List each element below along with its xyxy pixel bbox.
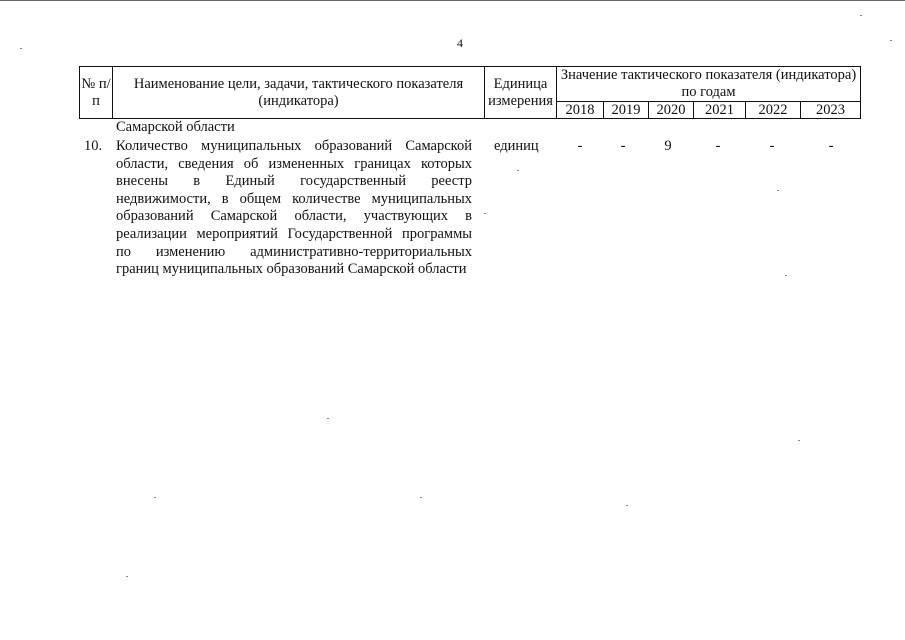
- row-value-2023: -: [828, 138, 834, 154]
- header-unit: Единица измерения: [485, 67, 557, 119]
- header-name: Наименование цели, задачи, тактического показателя (индикатора): [113, 67, 485, 119]
- header-value-group: Значение тактического показателя (индикатора) по годам: [557, 67, 861, 102]
- row-indicator-name: Количество муниципальных образований Самарской области, сведения об измененных границах которых внесены в Единый государственный реестр недвижимости, в общем количестве муниципальных образований Самарской области, участвующих в реализации мероприятий Государственной программы по изменению административно-территориальных границ муниципальных образований Самарской области: [116, 138, 472, 278]
- header-num: № п/п: [80, 67, 113, 119]
- row-number: 10.: [84, 138, 103, 154]
- scan-speck: [777, 190, 779, 191]
- scan-speck: [860, 15, 862, 16]
- continued-text: Самарской области: [116, 119, 235, 135]
- scan-speck: [890, 40, 892, 41]
- scan-speck: [327, 418, 329, 419]
- row-value-2021: -: [715, 138, 721, 154]
- header-year: 2018: [557, 102, 604, 119]
- scan-speck: [785, 275, 787, 276]
- page-number: 4: [457, 36, 463, 50]
- scan-speck: [626, 505, 628, 506]
- header-year: 2023: [801, 102, 861, 119]
- scan-speck: [517, 170, 519, 171]
- scan-speck: [484, 213, 486, 214]
- row-value-2019: -: [620, 138, 626, 154]
- row-unit: единиц: [494, 138, 539, 154]
- header-year: 2020: [649, 102, 694, 119]
- scan-speck: [20, 48, 22, 49]
- header-year: 2022: [746, 102, 801, 119]
- top-border-line: [0, 0, 905, 1]
- header-year: 2019: [604, 102, 649, 119]
- scan-speck: [420, 497, 422, 498]
- row-value-2020: 9: [664, 138, 672, 154]
- header-year: 2021: [694, 102, 746, 119]
- indicator-table-header: [79, 66, 861, 119]
- row-value-2022: -: [769, 138, 775, 154]
- row-value-2018: -: [577, 138, 583, 154]
- scan-speck: [798, 440, 800, 441]
- scan-speck: [154, 497, 156, 498]
- scan-speck: [126, 576, 128, 577]
